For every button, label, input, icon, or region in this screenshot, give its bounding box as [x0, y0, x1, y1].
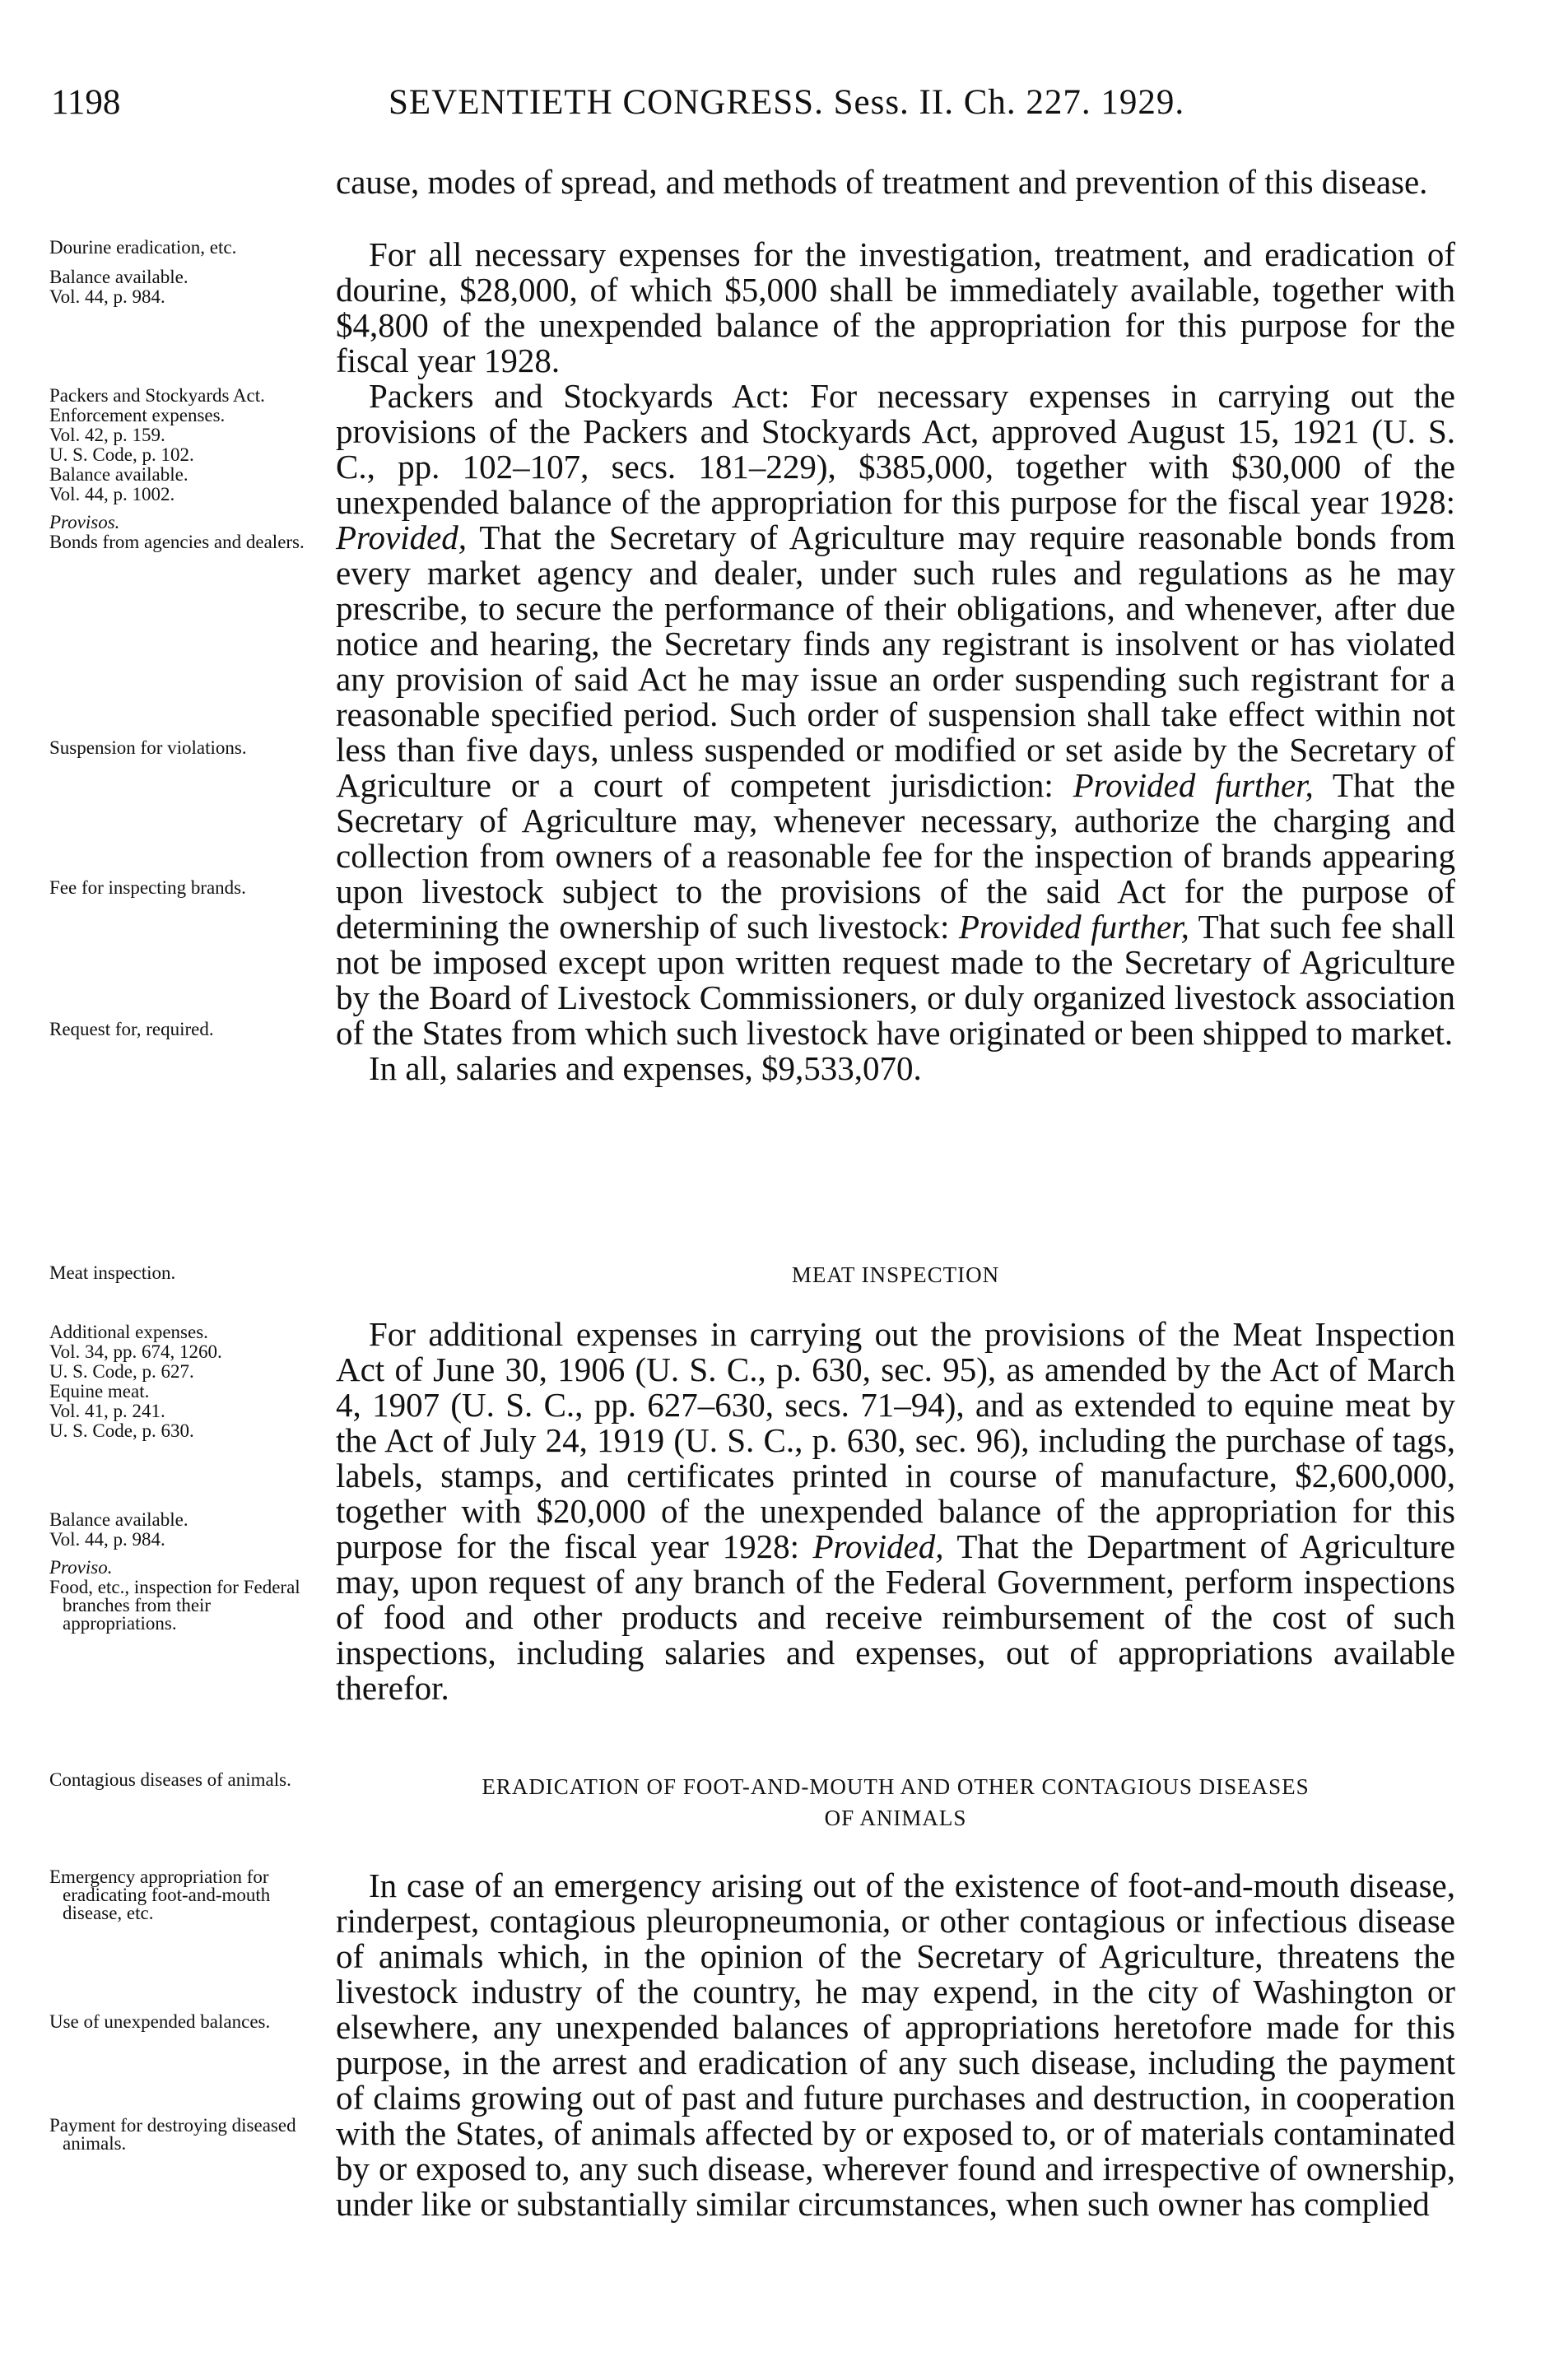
meat-margin-notes — [49, 1323, 329, 1442]
margin-note: U. S. Code, p. 627. — [49, 1361, 194, 1382]
packers-text-1: Packers and Stockyards Act: For necessary expenses in carrying out the provisions of the Packers and Stockyards Act, approved August 15, 1921 (U. S. C., pp. 102–107, secs. 181–229), $385,000, together with $30,000 of the unexpended balance of the appropriation for this purpose for the fiscal year 1928: — [336, 377, 1455, 521]
margin-note: Dourine eradication, etc. — [49, 237, 237, 258]
meat-paragraph — [336, 1317, 1455, 1706]
margin-note: Vol. 42, p. 159. — [49, 425, 165, 445]
margin-note: Use of unexpended balances. — [49, 2011, 271, 2032]
packers-margin-notes — [49, 387, 329, 553]
dourine-margin-notes — [49, 239, 329, 308]
margin-note: U. S. Code, p. 102. — [49, 444, 194, 465]
meat-section — [336, 1317, 1455, 1706]
use-margin-note — [49, 2013, 329, 2033]
margin-note: Equine meat. — [49, 1381, 150, 1402]
fee-margin-note — [49, 879, 329, 899]
meat-margin-title — [49, 1264, 329, 1284]
margin-note: Food, etc., inspection for Federal branches from their appropriations. — [49, 1577, 300, 1634]
foot-mouth-heading — [336, 1771, 1455, 1834]
margin-note: Balance available. — [49, 464, 188, 485]
margin-note: Balance available. — [49, 267, 188, 287]
margin-note: Contagious diseases of animals. — [49, 1769, 291, 1790]
dourine-section — [336, 237, 1455, 379]
foot-mouth-section — [336, 1868, 1455, 2222]
margin-note: Payment for destroying diseased animals. — [49, 2115, 296, 2154]
packers-text-2: That the Secretary of Agriculture may require reasonable bonds from every market agency and dealer, under such rules and regulations as he may prescribe, to secure the performance of their obligations, and whenever, after due notice and hearing, the Secretary finds any registrant is insolvent or has violated any provision of said Act he may issue an order suspending such registrant for a reasonable specified period. Such order of suspension shall take effect within not less than five days, unless suspended or modified or set aside by the Secretary of Agriculture or a court of competent jurisdiction: — [336, 518, 1456, 804]
provided-2: Provided further, — [1073, 766, 1314, 804]
continuation-paragraph — [336, 165, 1455, 200]
page-header — [51, 82, 1450, 132]
margin-note: Vol. 44, p. 984. — [49, 286, 165, 307]
packers-text-3: That the Secretary of Agriculture may, whenever necessary, authorize the charging and collection from owners of a reasonable fee for the inspection of brands appearing upon livestock subject to the provisions of the said Act for the purpose of determining the ownership of such livestock: — [336, 766, 1455, 946]
packers-total: In all, salaries and expenses, $9,533,070. — [369, 1049, 922, 1087]
foot-mouth-heading-line-1: ERADICATION OF FOOT-AND-MOUTH AND OTHER CONTAGIOUS DISEASES — [482, 1774, 1310, 1799]
dourine-paragraph: For all necessary expenses for the investigation, treatment, and eradication of dourine, $28,000, of which $5,000 shall be immediately available, together with $4,800 of the unexpended balance of the appropriation for this purpose for the fiscal year 1928. — [336, 235, 1455, 379]
suspension-margin-note — [49, 739, 329, 759]
page-number: 1198 — [51, 83, 121, 122]
foot-mouth-paragraph: In case of an emergency arising out of the existence of foot-and-mouth disease, rinderpest, contagious pleuropneumonia, or other contagious or infectious disease of animals which, in the opinion of the Secretary of Agriculture, threatens the livestock industry of the country, he may expend, in the city of Washington or elsewhere, any unexpended balances of appropriations heretofore made for this purpose, in the arrest and eradication of any such disease, including the payment of claims growing out of past and future purchases and destruction, in cooperation with the States, of animals affected by or exposed to, or of materials contaminated by or exposed to, any such disease, wherever found and irrespective of ownership, under like or substantially similar circumstances, when such owner has complied — [336, 1866, 1455, 2223]
request-margin-note — [49, 1020, 329, 1040]
margin-note: Meat inspection. — [49, 1262, 176, 1283]
margin-note: Packers and Stockyards Act. — [49, 385, 265, 406]
margin-note: Suspension for violations. — [49, 737, 247, 758]
margin-note: Additional expenses. — [49, 1322, 208, 1342]
foot-mouth-heading-line-2: OF ANIMALS — [824, 1806, 967, 1830]
packers-section — [336, 379, 1455, 1086]
packers-paragraph — [336, 379, 1455, 1051]
contagious-margin-title — [49, 1771, 329, 1791]
meat-margin-balance — [49, 1511, 329, 1634]
margin-note: Vol. 44, p. 984. — [49, 1529, 165, 1550]
meat-text-1: For additional expenses in carrying out the provisions of the Meat Inspection Act of June 30, 1906 (U. S. C., p. 630, sec. 95), as amended by the Act of March 4, 1907 (U. S. C., pp. 627–630, secs. 71–94), and as extended to equine meat by the Act of July 24, 1919 (U. S. C., p. 630, sec. 96), including the purchase of tags, labels, stamps, and certificates printed in course of manufacture, $2,600,000, together with $20,000 of the unexpended balance of the appropriation for this purpose for the fiscal year 1928: — [336, 1315, 1455, 1565]
meat-text-2: That the Department of Agriculture may, upon request of any branch of the Federal Government, perform inspections of food and other products and receive reimbursement of the cost of such inspections, including salaries and expenses, out of appropriations available therefor. — [336, 1527, 1455, 1707]
running-head: SEVENTIETH CONGRESS. Sess. II. Ch. 227. 1929. — [389, 83, 1185, 122]
packers-text-4: That such fee shall not be imposed except upon written request made to the Secretary of Agriculture by the Board of Livestock Commissioners, or duly organized livestock association of the States from which such livestock have originated or been shipped to market. — [336, 908, 1455, 1052]
provided-1: Provided, — [336, 518, 468, 556]
margin-note: U. S. Code, p. 630. — [49, 1420, 194, 1441]
meat-heading: MEAT INSPECTION — [791, 1262, 1000, 1287]
margin-note: Balance available. — [49, 1509, 188, 1530]
margin-note: Vol. 41, p. 241. — [49, 1401, 165, 1421]
margin-proviso: Provisos. — [49, 512, 120, 532]
payment-margin-note — [49, 2117, 329, 2155]
margin-note: Enforcement expenses. — [49, 405, 226, 425]
margin-note: Vol. 44, p. 1002. — [49, 484, 175, 504]
margin-note: Request for, required. — [49, 1019, 214, 1039]
emergency-margin-note — [49, 1868, 329, 1924]
margin-proviso: Proviso. — [49, 1557, 113, 1578]
margin-note: Vol. 34, pp. 674, 1260. — [49, 1341, 222, 1362]
meat-provided: Provided, — [812, 1527, 944, 1565]
provided-3: Provided further, — [958, 908, 1189, 946]
margin-note: Bonds from agencies and dealers. — [49, 532, 305, 552]
continuation-text: cause, modes of spread, and methods of treatment and prevention of this disease. — [336, 163, 1428, 201]
margin-note: Emergency appropriation for eradicating foot-and-mouth disease, etc. — [49, 1866, 271, 1923]
margin-note: Fee for inspecting brands. — [49, 877, 246, 898]
